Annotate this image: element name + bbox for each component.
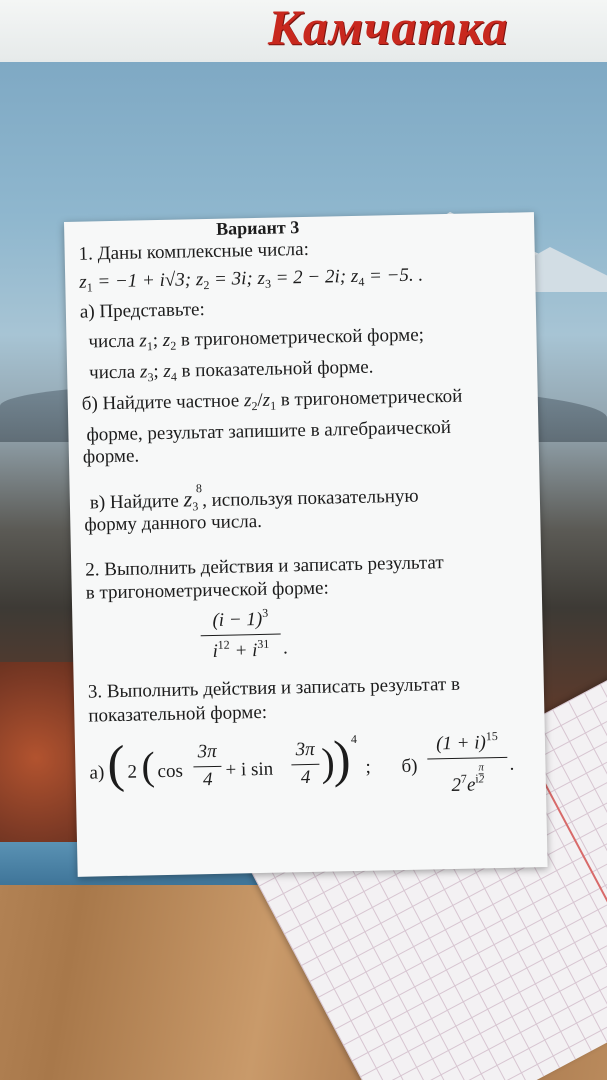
variant-title: Вариант 3 — [215, 217, 300, 239]
z4-index: 4 — [170, 369, 178, 384]
z1-symbol: z — [139, 330, 147, 352]
cos-fraction-denominator: 4 — [202, 769, 213, 791]
outer-left-paren: ( — [106, 735, 126, 794]
part-a-line1-suffix: в тригонометрической форме; — [175, 324, 425, 351]
fraction-bar — [427, 757, 507, 760]
part-b-line1-suffix: в тригонометрической — [275, 385, 463, 411]
part-a-line2-suffix: в показательной форме. — [176, 356, 374, 382]
task2-denominator-power-b: 31 — [257, 637, 270, 652]
task1-part-b-line1 — [82, 386, 463, 417]
task1-part-a-label: а) Представьте: — [79, 299, 206, 323]
part-b-denominator-power: 7 — [460, 771, 467, 787]
part-b-exponent-numerator: π — [478, 761, 485, 774]
task3-part-a — [89, 729, 515, 808]
task2-numerator — [200, 606, 281, 633]
z1-index: 1 — [146, 339, 154, 354]
part-b-exponent-fraction — [478, 763, 484, 786]
task1-part-a-line1 — [88, 324, 424, 354]
part-v-prefix: в) Найдите — [89, 490, 184, 514]
z4-value: = −5. . — [364, 264, 424, 287]
z2-index: 2 — [170, 338, 177, 353]
z2-value: = 3i; — [209, 268, 253, 290]
part-b-denominator-e: e — [466, 774, 476, 796]
z3-power: 8 — [195, 481, 203, 496]
quotient-numerator-index: 2 — [251, 398, 258, 414]
sin-fraction-denominator: 4 — [300, 767, 311, 789]
separator: ; — [153, 360, 164, 383]
task2-denominator-plus-i: + i — [229, 640, 258, 662]
sin-fraction-numerator: 3π — [295, 738, 315, 761]
exam-sheet — [64, 212, 548, 877]
z3-value: = 2 − 2i; — [270, 266, 347, 289]
part-b-numerator-power: 15 — [485, 729, 498, 744]
z3-symbol: z — [139, 361, 148, 383]
cos-fraction-numerator: 3π — [197, 740, 217, 763]
z3-symbol: z — [183, 486, 193, 512]
task1-numbers — [79, 264, 423, 295]
task2-line2: в тригонометрической форме: — [85, 577, 330, 604]
part-b-numerator — [427, 729, 508, 756]
fraction-bar — [291, 764, 319, 766]
outer-right-paren: ) — [332, 731, 352, 789]
task2-fraction — [200, 606, 281, 665]
z3-symbol: z — [252, 267, 266, 290]
part-b-denominator — [427, 762, 508, 798]
task1-part-a-line2 — [89, 357, 374, 386]
z3-index: 3 — [147, 370, 154, 385]
book-header — [0, 0, 607, 62]
part-a-line1-prefix: числа — [88, 330, 140, 353]
fraction-bar — [201, 633, 281, 636]
sin-fraction — [291, 739, 320, 791]
z3-index: 3 — [264, 276, 272, 291]
task1-part-b-line3: форме. — [82, 445, 140, 468]
fraction-bar — [193, 766, 221, 768]
part-b-line1-prefix: б) Найдите частное — [81, 390, 245, 415]
task2-dot: . — [282, 637, 288, 659]
z2-symbol: z — [190, 269, 204, 291]
task3-part-a-power: 4 — [350, 731, 358, 747]
z2-symbol: z — [162, 329, 171, 351]
book-title: Камчатка — [268, 0, 509, 55]
quotient-denominator: z — [262, 389, 271, 411]
z2-index: 2 — [203, 277, 210, 293]
quotient-slash: / — [257, 389, 263, 411]
part-b-numerator-base: (1 + i) — [435, 732, 487, 755]
z1-value: = −1 + i√3; — [92, 269, 192, 293]
task1-part-b-line2: форме, результат запишите в алгебраической — [86, 416, 452, 446]
part-b-exponent-i: i — [475, 771, 479, 786]
cos-label: cos — [157, 760, 184, 783]
cos-fraction — [193, 741, 222, 793]
task3-part-b-fraction — [427, 729, 508, 799]
quotient-denominator-index: 1 — [270, 398, 277, 413]
task2-denominator — [201, 637, 282, 664]
task2-denominator-power-a: 12 — [217, 637, 230, 653]
task3-line1: 3. Выполнить действия и записать результат в — [87, 673, 461, 703]
part-b-denominator-two: 2 — [451, 775, 462, 797]
task3-part-b-dot: . — [509, 753, 515, 775]
z3-index: 3 — [192, 499, 199, 514]
z4-index: 4 — [358, 274, 365, 289]
task3-part-b-label: б) — [401, 755, 418, 778]
z4-symbol: z — [345, 265, 359, 288]
part-a-line2-prefix: числа — [88, 361, 141, 384]
part-b-exponent-denominator: 2 — [478, 773, 485, 786]
task1-heading: 1. Даны комплексные числа: — [78, 238, 310, 265]
z1-index: 1 — [86, 280, 93, 295]
task1-part-v-line1 — [89, 477, 418, 516]
task2-numerator-power: 3 — [261, 605, 269, 620]
z1-symbol: z — [79, 271, 87, 293]
quotient-numerator: z — [243, 390, 252, 412]
task3-line2: показательной форме: — [88, 701, 268, 727]
task2-numerator-base: (i − 1) — [212, 608, 263, 631]
task2-line1: 2. Выполнить действия и записать результат — [85, 552, 444, 581]
task2-denominator-i: i — [212, 641, 219, 663]
separator: ; — [152, 329, 163, 352]
task1-part-v-line2: форму данного числа. — [84, 510, 263, 536]
part-v-suffix: , используя показательную — [201, 485, 419, 512]
inner-left-paren: ( — [140, 743, 156, 789]
task3-part-a-label: а) — [89, 762, 105, 784]
inner-right-paren: ) — [320, 739, 336, 785]
task3-factor-two: 2 — [127, 761, 138, 783]
z4-symbol: z — [163, 360, 172, 382]
task3-semicolon: ; — [365, 756, 371, 778]
plus-i-sin: + i sin — [225, 758, 274, 781]
